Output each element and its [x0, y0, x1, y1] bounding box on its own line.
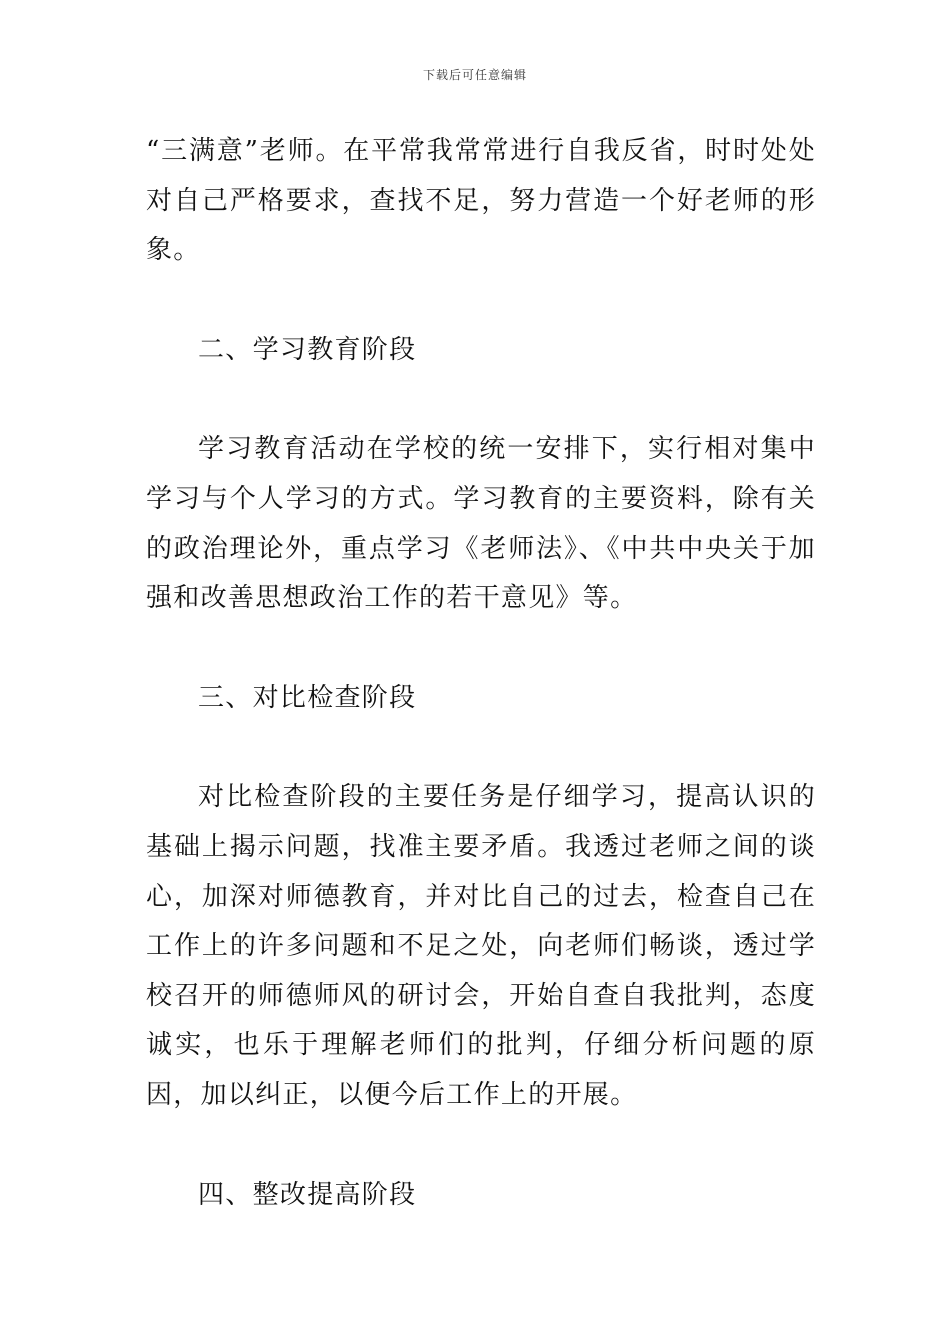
section-paragraph-2: 学习教育活动在学校的统一安排下，实行相对集中学习与个人学习的方式。学习教育的主要资料，除有关的政治理论外，重点学习《老师法》、《中共中央关于加强和改善思想政治工作的若干意见》等。	[146, 434, 816, 614]
section-heading-4: 四、整改提高阶段	[198, 1179, 417, 1210]
paragraph-spacer	[146, 1121, 816, 1171]
section-paragraph-3: 对比检查阶段的主要任务是仔细学习，提高认识的基础上揭示问题，找准主要矛盾。我透过老师之间的谈心，加深对师德教育，并对比自己的过去，检查自己在工作上的许多问题和不足之处，向老师们畅谈，透过学校召开的师德师风的研讨会，开始自查自我批判，态度诚实，也乐于理解老师们的批判，仔细分析问题的原因，加以纠正，以便今后工作上的开展。	[146, 782, 816, 1110]
document-body	[146, 127, 816, 1220]
paragraph-spacer	[146, 375, 816, 425]
section-heading-3: 三、对比检查阶段	[198, 682, 417, 713]
paragraph-spacer	[146, 723, 816, 773]
paragraph-continuation: “三满意”老师。在平常我常常进行自我反省，时时处处对自己严格要求，查找不足，努力营造一个好老师的形象。	[146, 136, 816, 266]
paragraph-spacer	[146, 276, 816, 326]
paragraph-spacer	[146, 624, 816, 674]
section-heading-2: 二、学习教育阶段	[198, 334, 417, 365]
header-note: 下载后可任意编辑	[422, 68, 527, 82]
